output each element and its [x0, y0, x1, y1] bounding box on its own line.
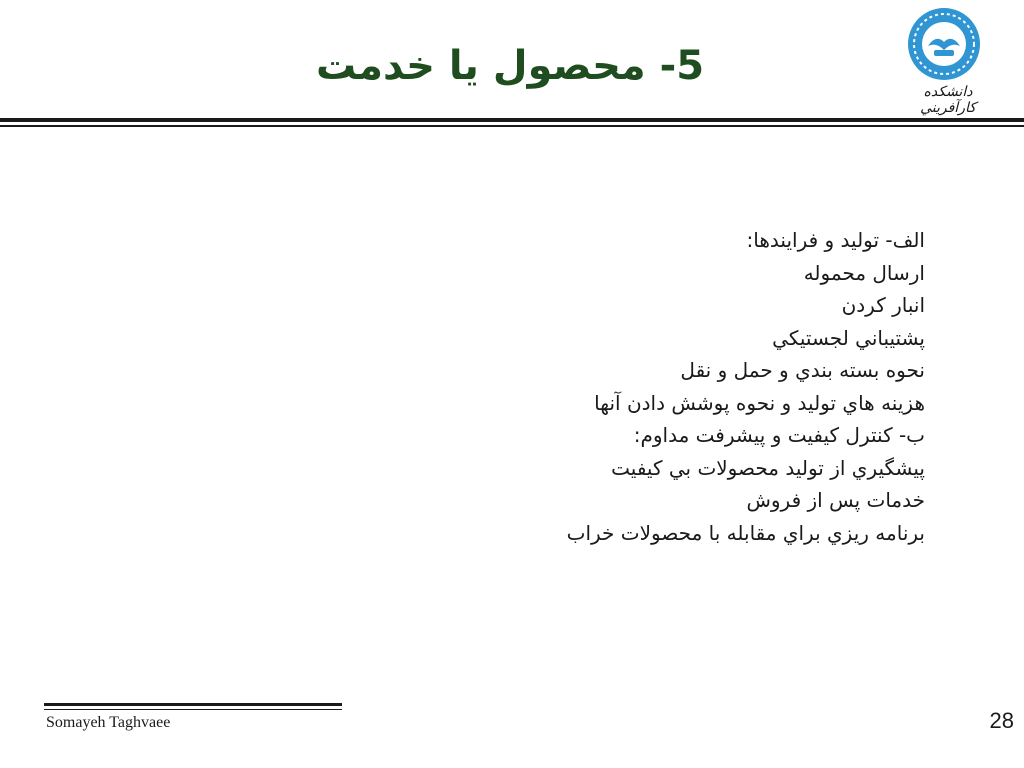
list-item: هزينه هاي توليد و نحوه پوشش دادن آنها	[594, 390, 925, 415]
footer-author: Somayeh Taghvaee	[46, 714, 171, 731]
list-item: انبار كردن	[841, 293, 925, 317]
list-item: خدمات پس از فروش	[746, 488, 925, 512]
slide-title: 5- محصول يا خدمت	[315, 43, 705, 89]
list-item: پيشگيري از توليد محصولات بي كيفيت	[611, 455, 925, 480]
list-item: نحوه بسته بندي و حمل و نقل	[680, 358, 925, 382]
list-item: برنامه ريزي براي مقابله با محصولات خراب	[566, 520, 925, 545]
logo-caption: دانشکده کارآفريني	[920, 84, 976, 116]
header-divider-thick	[0, 118, 1024, 122]
bullet-list	[420, 224, 925, 549]
list-item: ب- كنترل كيفيت و پيشرفت مداوم:	[633, 423, 925, 447]
list-item: پشتيباني لجستيكي	[772, 325, 925, 350]
university-logo	[904, 6, 984, 118]
list-item: الف- توليد و فرايندها:	[746, 228, 925, 252]
header-divider-thin	[0, 125, 1024, 127]
footer-divider-thick	[44, 703, 342, 706]
page-number: 28	[989, 708, 1014, 733]
emblem-icon	[904, 6, 984, 86]
footer-divider-thin	[44, 709, 342, 710]
list-item: ارسال محموله	[803, 260, 925, 285]
